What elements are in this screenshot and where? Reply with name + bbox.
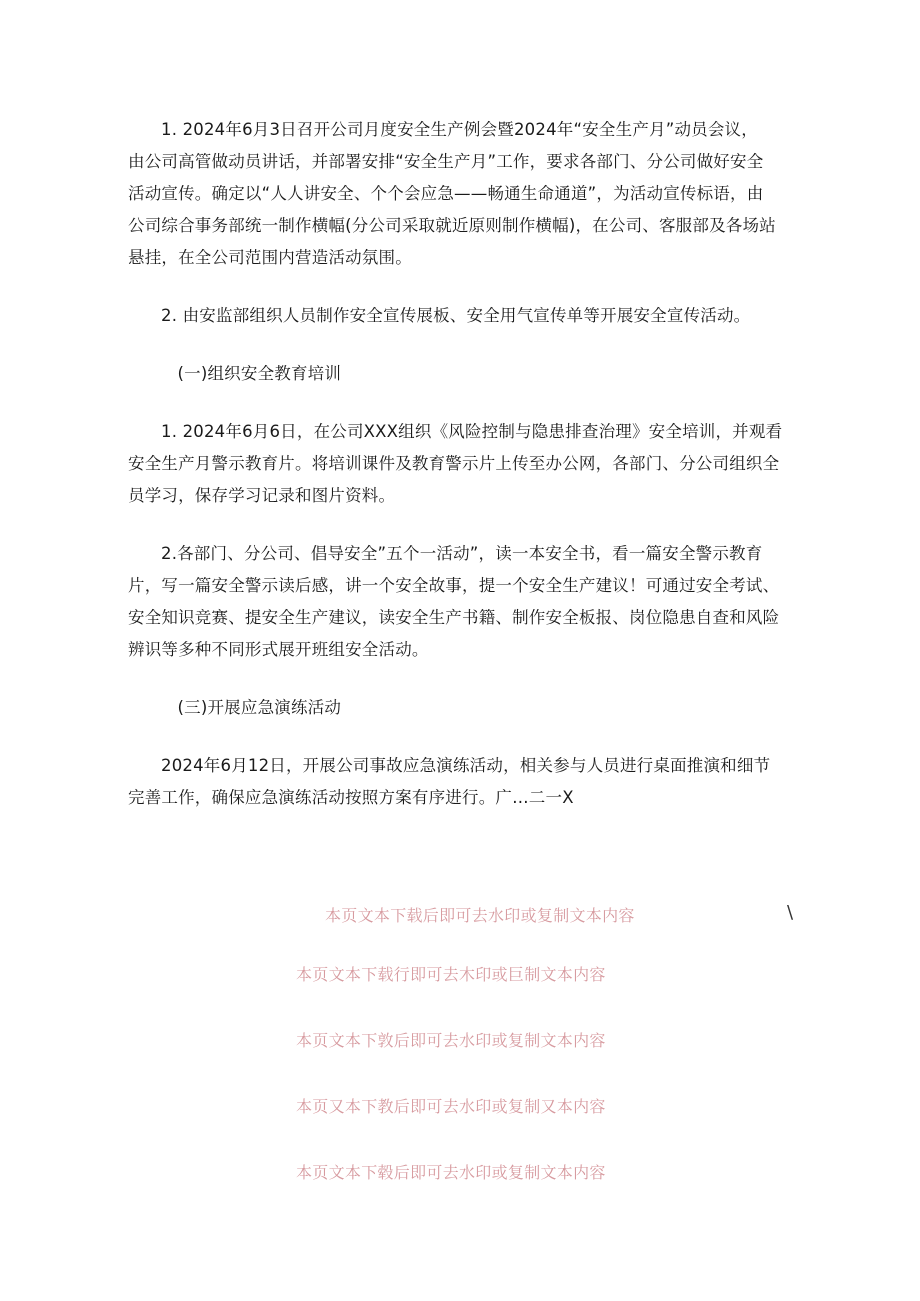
section-heading-1: (一)组织安全教育培训 bbox=[177, 364, 342, 383]
section-heading-3: (三)开展应急演练活动 bbox=[177, 698, 342, 717]
watermark-text: 本页文本下载行即可去木印或巨制文本内容 bbox=[296, 965, 606, 984]
paragraph-line: 悬挂，在全公司范围内营造活动氛围。 bbox=[128, 248, 412, 267]
paragraph-line: 2.各部门、分公司、倡导安全”五个一活动”，读一本安全书，看一篇安全警示教育 bbox=[161, 544, 763, 563]
paragraph-line: 员学习，保存学习记录和图片资料。 bbox=[128, 486, 396, 505]
paragraph-line: 1. 2024年6月3日召开公司月度安全生产例会暨2024年“安全生产月”动员会议， bbox=[161, 120, 758, 139]
paragraph-line: 1. 2024年6月6日，在公司XXX组织《风险控制与隐患排查治理》安全培训，并观看 bbox=[161, 422, 783, 441]
watermark-text: 本页文本下载后即可去水印或复制文本内容 bbox=[325, 906, 635, 925]
watermark-text: 本页文本下毂后即可去水印或复制文本内容 bbox=[296, 1163, 606, 1182]
paragraph-line: 安全生产月警示教育片。将培训课件及教育警示片上传至办公网，各部门、分公司组织全 bbox=[128, 454, 780, 473]
paragraph-line: 辨识等多种不同形式展开班组安全活动。 bbox=[128, 640, 429, 659]
watermark-text: 本页文本下敦后即可去水印或复制文本内容 bbox=[296, 1031, 606, 1050]
paragraph-line: 安全知识竞赛、提安全生产建议，读安全生产书籍、制作安全板报、岗位隐患自查和风险 bbox=[128, 608, 780, 627]
paragraph-line: 2024年6月12日，开展公司事故应急演练活动，相关参与人员进行桌面推演和细节 bbox=[161, 756, 771, 775]
paragraph-line: 活动宣传。确定以“人人讲安全、个个会应急——畅通生命通道”，为活动宣传标语，由 bbox=[128, 184, 764, 203]
stray-mark: \ bbox=[787, 902, 794, 923]
paragraph-line: 由公司高管做动员讲话，并部署安排“安全生产月”工作，要求各部门、分公司做好安全 bbox=[128, 152, 764, 171]
paragraph-line: 完善工作，确保应急演练活动按照方案有序进行。广…二一X bbox=[128, 788, 574, 807]
paragraph-line: 公司综合事务部统一制作横幅(分公司采取就近原则制作横幅)，在公司、客服部及各场站 bbox=[128, 216, 776, 235]
watermark-text: 本页又本下教后即可去水印或复制又本内容 bbox=[296, 1097, 606, 1116]
paragraph-line: 2. 由安监部组织人员制作安全宣传展板、安全用气宣传单等开展安全宣传活动。 bbox=[161, 306, 751, 325]
paragraph-line: 片，写一篇安全警示读后感，讲一个安全故事，提一个安全生产建议！可通过安全考试、 bbox=[128, 576, 780, 595]
